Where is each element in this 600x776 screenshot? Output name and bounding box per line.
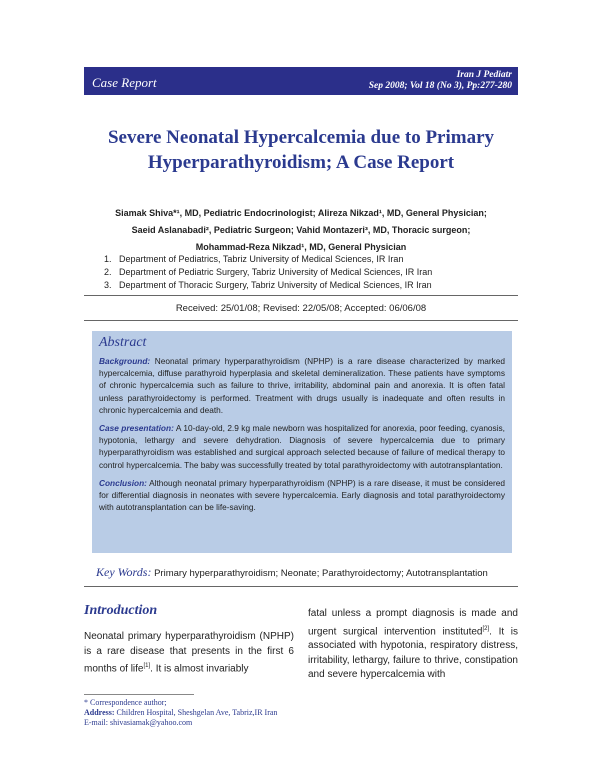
affiliation-item: 2. Department of Pediatric Surgery, Tabriz University of Medical Sciences, IR Iran (104, 267, 433, 277)
abstract-body (99, 355, 505, 519)
article-title (84, 125, 518, 175)
abstract-box (92, 331, 512, 553)
title-line-1: Severe Neonatal Hypercalcemia due to Primary (107, 127, 495, 148)
affiliation-item: 3. Department of Thoracic Surgery, Tabriz University of Medical Sciences, IR Iran (104, 280, 432, 290)
divider-top (84, 295, 518, 296)
abstract-case: Case presentation: A 10-day-old, 2.9 kg male newborn was hospitalized for anorexia, poor feeding, cyanosis, hypotonia, lethargy and severe dehydration. Diagnosis of severe hypercalcemia due to primary hyperparathyroidism was established and surgical approach selected because of failure of medical therapy to control hypercalcemia. The baby was successfully treated by total parathyroidectomy with autotransplantation. (99, 423, 505, 470)
intro-left-column: Neonatal primary hyperparathyroidism (NPHP) is a rare disease that presents in the first 6 months of life[1]. It is almost invariably (84, 631, 294, 675)
abstract-heading: Abstract (99, 335, 147, 350)
authors-line-3: Mohammad-Reza Nikzad¹, MD, General Physician (195, 242, 407, 252)
affiliation-list (104, 253, 432, 292)
section-heading-introduction: Introduction (84, 603, 158, 618)
authors-line-2: Saeid Aslanabadi², Pediatric Surgeon; Vahid Montazeri³, MD, Thoracic surgeon; (131, 225, 471, 235)
journal-citation (369, 70, 512, 92)
title-line-2: Hyperparathyroidism; A Case Report (147, 152, 455, 173)
abstract-background: Background: Neonatal primary hyperparathyroidism (NPHP) is a rare disease characterized by marked hypercalcemia, diffuse parathyroid hyperplasia and skeletal demineralization. These patients have symptoms of chronic hypercalcemia such as failure to thrive, irritability, abdominal pain and anorexia. It is often fatal unless parathyroidectomy is performed. Treatment with drugs usually is inadequate and often results in chronic hypercalcemia and death. (99, 356, 505, 415)
affiliation-item: 1. Department of Pediatrics, Tabriz University of Medical Sciences, IR Iran (104, 254, 404, 264)
citation-1[interactable]: [1] (143, 663, 151, 669)
footnote-divider (84, 694, 194, 695)
journal-header-bar (84, 67, 518, 95)
authors-line-1: Siamak Shiva*¹, MD, Pediatric Endocrinologist; Alireza Nikzad¹, MD, General Physician; (115, 208, 487, 218)
keywords-label: Key Words: (96, 565, 152, 579)
footnote (84, 698, 277, 728)
journal-issue: Sep 2008; Vol 18 (No 3), Pp:277-280 (368, 81, 512, 91)
citation-2[interactable]: [2] (482, 625, 490, 632)
journal-name: Iran J Pediatr (456, 70, 512, 80)
correspondence-email[interactable]: E-mail: shivasiamak@yahoo.com (84, 718, 193, 727)
correspondence-label: * Correspondence author; (84, 698, 167, 707)
received-dates: Received: 25/01/08; Revised: 22/05/08; Accepted: 06/06/08 (175, 303, 427, 314)
keywords-divider (84, 586, 518, 587)
correspondence-address: Address: Children Hospital, Sheshgelan Ave, Tabriz,IR Iran (84, 708, 278, 717)
abstract-conclusion: Conclusion: Although neonatal primary hyperparathyroidism (NPHP) is a rare disease, it must be considered for differential diagnosis in neonates with severe hypercalcemia. Early diagnosis and total parathyroidectomy with autotransplantation can be life-saving. (99, 477, 505, 513)
keywords-text: Primary hyperparathyroidism; Neonate; Parathyroidectomy; Autotransplantation (154, 568, 488, 579)
article-type: Case Report (92, 75, 157, 90)
intro-right-column: fatal unless a prompt diagnosis is made and urgent surgical intervention instituted[2]. It is associated with hypotonia, respiratory distress, irritability, lethargy, failure to thrive, constipation and severe hypercalcemia with (308, 608, 518, 681)
author-list (84, 205, 518, 256)
keywords (96, 565, 488, 580)
divider-bottom (84, 320, 518, 321)
